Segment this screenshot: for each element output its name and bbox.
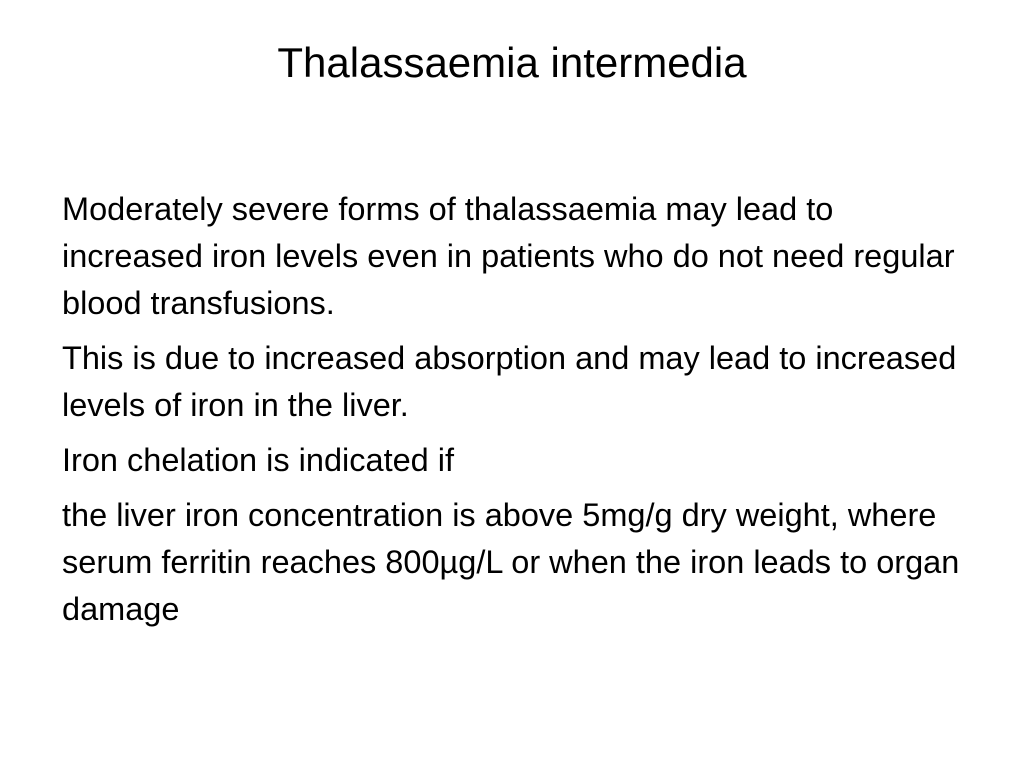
slide-body — [62, 186, 982, 641]
slide-title: Thalassaemia intermedia — [277, 39, 747, 86]
body-paragraph-2: This is due to increased absorption and may lead to increased levels of iron in the liver. — [62, 340, 957, 423]
body-paragraph-3: Iron chelation is indicated if — [62, 442, 455, 478]
body-paragraph-4: the liver iron concentration is above 5mg/g dry weight, where serum ferritin reaches 800µg/L or when the iron leads to organ damage — [62, 497, 960, 627]
body-paragraph-1: Moderately severe forms of thalassaemia may lead to increased iron levels even in patients who do not need regular blood transfusions. — [62, 191, 955, 321]
